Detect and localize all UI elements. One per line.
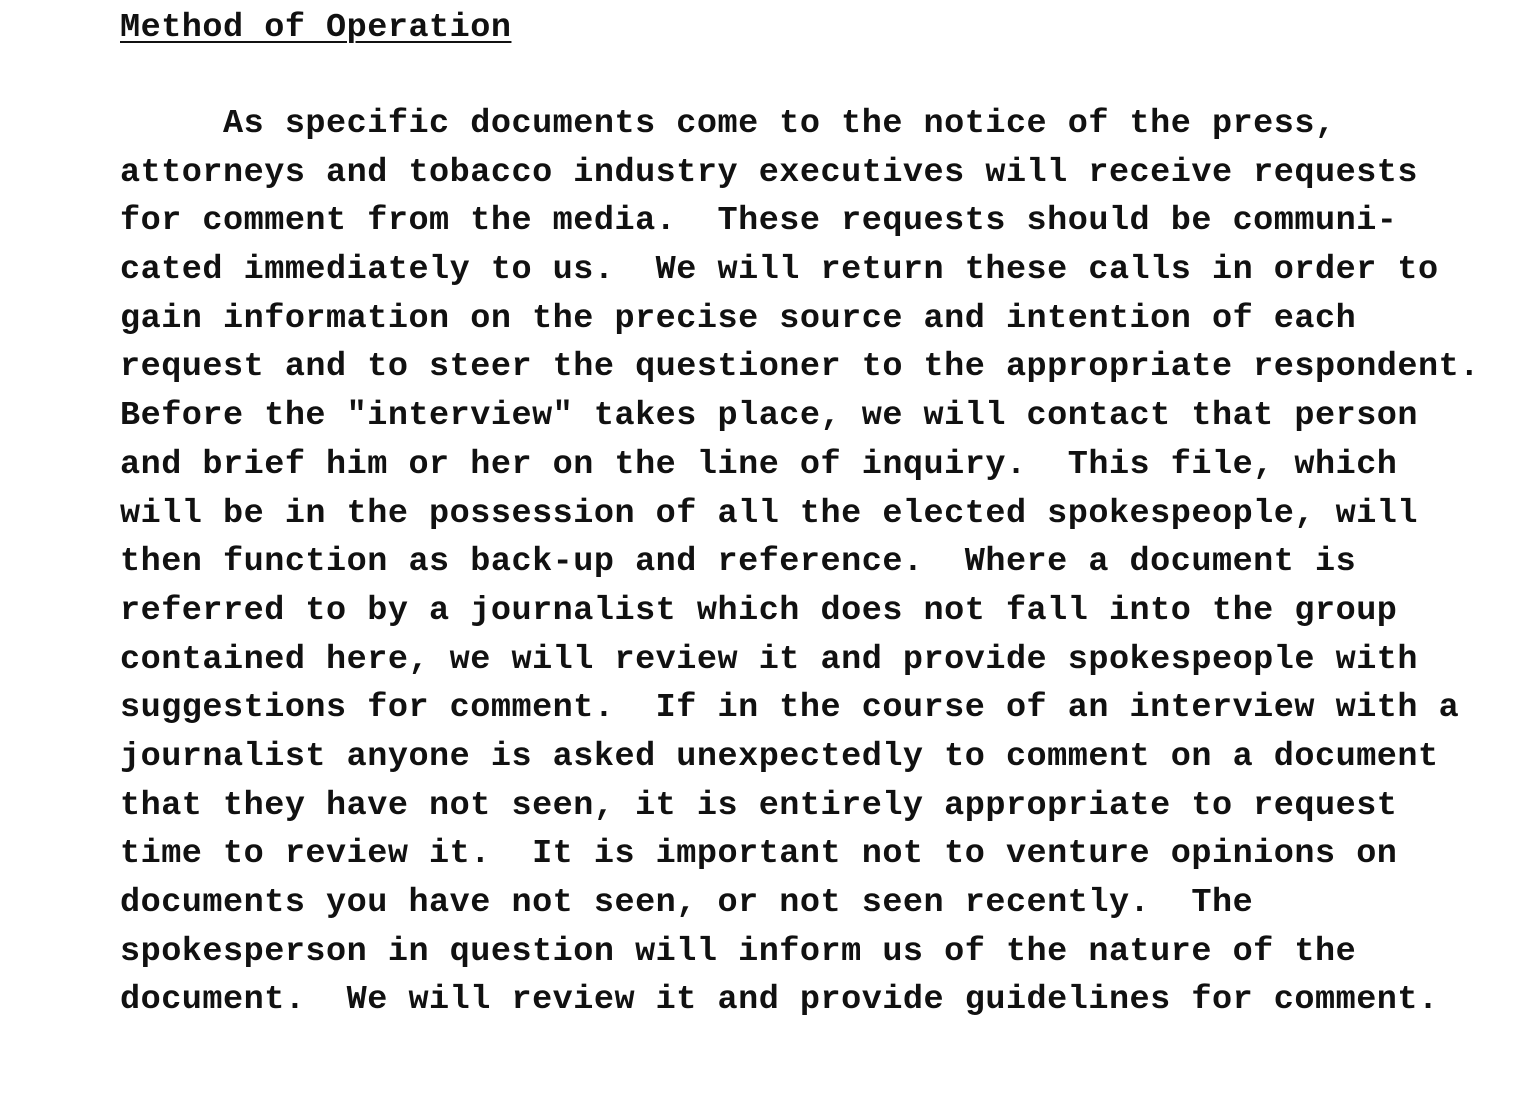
- text-line: documents you have not seen, or not seen recently. The: [120, 884, 1254, 922]
- body-paragraph: [120, 100, 1520, 1025]
- text-line: journalist anyone is asked unexpectedly to comment on a document: [120, 737, 1439, 776]
- text-line: that they have not seen, it is entirely appropriate to request: [120, 786, 1398, 825]
- text-line: for comment from the media. These requests should be communi-: [120, 202, 1398, 241]
- text-line: As specific documents come to the notice of the press,: [120, 105, 1336, 143]
- text-line: Before the "interview" takes place, we will contact that person: [120, 397, 1419, 436]
- text-line: then function as back-up and reference. Where a document is: [120, 543, 1357, 582]
- text-line: attorneys and tobacco industry executives will receive requests: [120, 153, 1419, 192]
- text-line: contained here, we will review it and provide spokespeople with: [120, 640, 1419, 679]
- text-line: document. We will review it and provide guidelines for comment.: [120, 981, 1439, 1020]
- text-line: suggestions for comment. If in the course of an interview with a: [120, 689, 1460, 728]
- text-line: spokesperson in question will inform us of the nature of the: [120, 932, 1357, 971]
- text-line: referred to by a journalist which does not fall into the group: [120, 591, 1398, 630]
- text-line: will be in the possession of all the elected spokespeople, will: [120, 494, 1419, 533]
- text-line: request and to steer the questioner to the appropriate respondent.: [120, 348, 1480, 387]
- section-heading: Method of Operation: [120, 9, 512, 47]
- text-line: gain information on the precise source and intention of each: [120, 299, 1357, 338]
- text-line: time to review it. It is important not to venture opinions on: [120, 835, 1398, 874]
- text-line: and brief him or her on the line of inquiry. This file, which: [120, 445, 1398, 484]
- text-line: cated immediately to us. We will return these calls in order to: [120, 251, 1439, 290]
